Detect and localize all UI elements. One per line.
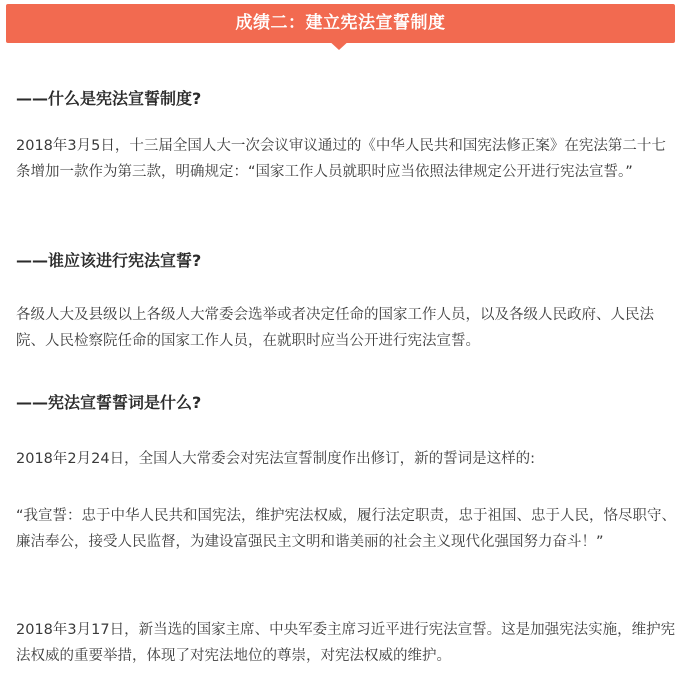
closing-paragraph: 2018年3月17日，新当选的国家主席、中央军委主席习近平进行宪法宣誓。这是加强宪法实施，维护宪法权威的重要举措，体现了对宪法地位的尊崇，对宪法权威的维护。 [16, 622, 676, 664]
question-heading-what: ——什么是宪法宣誓制度? [16, 89, 202, 108]
oath-text: “我宣誓：忠于中华人民共和国宪法，维护宪法权威，履行法定职责，忠于祖国、忠于人民，恪尽职守、廉洁奉公，接受人民监督，为建设富强民主文明和谐美丽的社会主义现代化强国努力奋斗！” [16, 508, 677, 550]
banner-title: 成绩二：建立宪法宣誓制度 [235, 13, 446, 33]
question-heading-oath: ——宪法宣誓誓词是什么? [16, 393, 202, 412]
banner-pointer [327, 39, 351, 50]
answer-paragraph-who: 各级人大及县级以上各级人大常委会选举或者决定任命的国家工作人员，以及各级人民政府、人民法院、人民检察院任命的国家工作人员，在就职时应当公开进行宪法宣誓。 [16, 307, 654, 349]
answer-paragraph-oath-intro: 2018年2月24日，全国人大常委会对宪法宣誓制度作出修订，新的誓词是这样的: [16, 451, 535, 467]
answer-paragraph-what: 2018年3月5日，十三届全国人大一次会议审议通过的《中华人民共和国宪法修正案》在宪法第二十七条增加一款作为第三款，明确规定：“国家工作人员就职时应当依照法律规定公开进行宪法宣誓。” [16, 138, 666, 180]
question-heading-who: ——谁应该进行宪法宣誓? [16, 251, 202, 270]
section-banner [6, 4, 675, 43]
